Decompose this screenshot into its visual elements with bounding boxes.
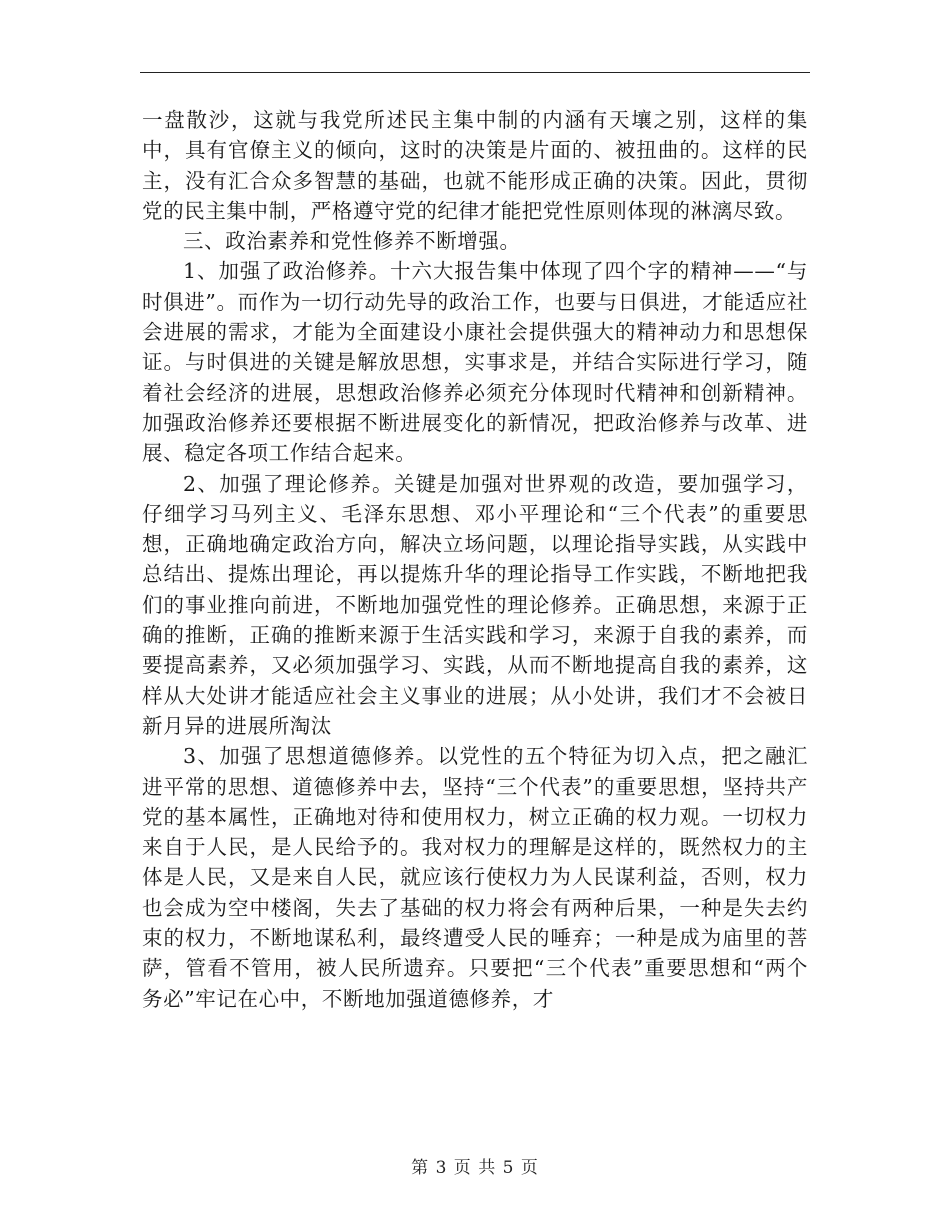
header-rule xyxy=(140,72,810,73)
paragraph-continued: 一盘散沙，这就与我党所述民主集中制的内涵有天壤之别，这样的集中，具有官僚主义的倾向，这时的决策是片面的、被扭曲的。这样的民主，没有汇合众多智慧的基础，也就不能形成正确的决策。因此，贯彻党的民主集中制，严格遵守党的纪律才能把党性原则体现的淋漓尽致。 xyxy=(142,108,808,223)
paragraph-political-cultivation: 1、加强了政治修养。十六大报告集中体现了四个字的精神——“与时俱进”。而作为一切行动先导的政治工作，也要与日俱进，才能适应社会进展的需求，才能为全面建设小康社会提供强大的精神动力和思想保证。与时俱进的关键是解放思想，实事求是，并结合实际进行学习，随着社会经济的进展，思想政治修养必须充分体现时代精神和创新精神。加强政治修养还要根据不断进展变化的新情况，把政治修养与改革、进展、稳定各项工作结合起来。 xyxy=(142,259,808,466)
page-number: 第 3 页 共 5 页 xyxy=(411,1158,539,1178)
document-body xyxy=(142,105,808,1014)
paragraph-moral-cultivation: 3、加强了思想道德修养。以党性的五个特征为切入点，把之融汇进平常的思想、道德修养中去，坚持“三个代表”的重要思想，坚持共产党的基本属性，正确地对待和使用权力，树立正确的权力观。一切权力来自于人民，是人民给予的。我对权力的理解是这样的，既然权力的主体是人民，又是来自人民，就应该行使权力为人民谋利益，否则，权力也会成为空中楼阁，失去了基础的权力将会有两种后果，一种是失去约束的权力，不断地谋私利，最终遭受人民的唾弃；一种是成为庙里的菩萨，管看不管用，被人民所遗弃。只要把“三个代表”重要思想和“两个务必”牢记在心中，不断地加强道德修养，才 xyxy=(142,744,808,1011)
section-heading: 三、政治素养和党性修养不断增强。 xyxy=(183,229,521,254)
paragraph-theory-cultivation: 2、加强了理论修养。关键是加强对世界观的改造，要加强学习，仔细学习马列主义、毛泽东思想、邓小平理论和“三个代表”的重要思想，正确地确定政治方向，解决立场问题，以理论指导实践，从实践中总结出、提炼出理论，再以提炼升华的理论指导工作实践，不断地把我们的事业推向前进，不断地加强党性的理论修养。正确思想，来源于正确的推断，正确的推断来源于生活实践和学习，来源于自我的素养，而要提高素养，又必须加强学习、实践，从而不断地提高自我的素养，这样从大处讲才能适应社会主义事业的进展；从小处讲，我们才不会被日新月异的进展所淘汰 xyxy=(142,471,808,738)
